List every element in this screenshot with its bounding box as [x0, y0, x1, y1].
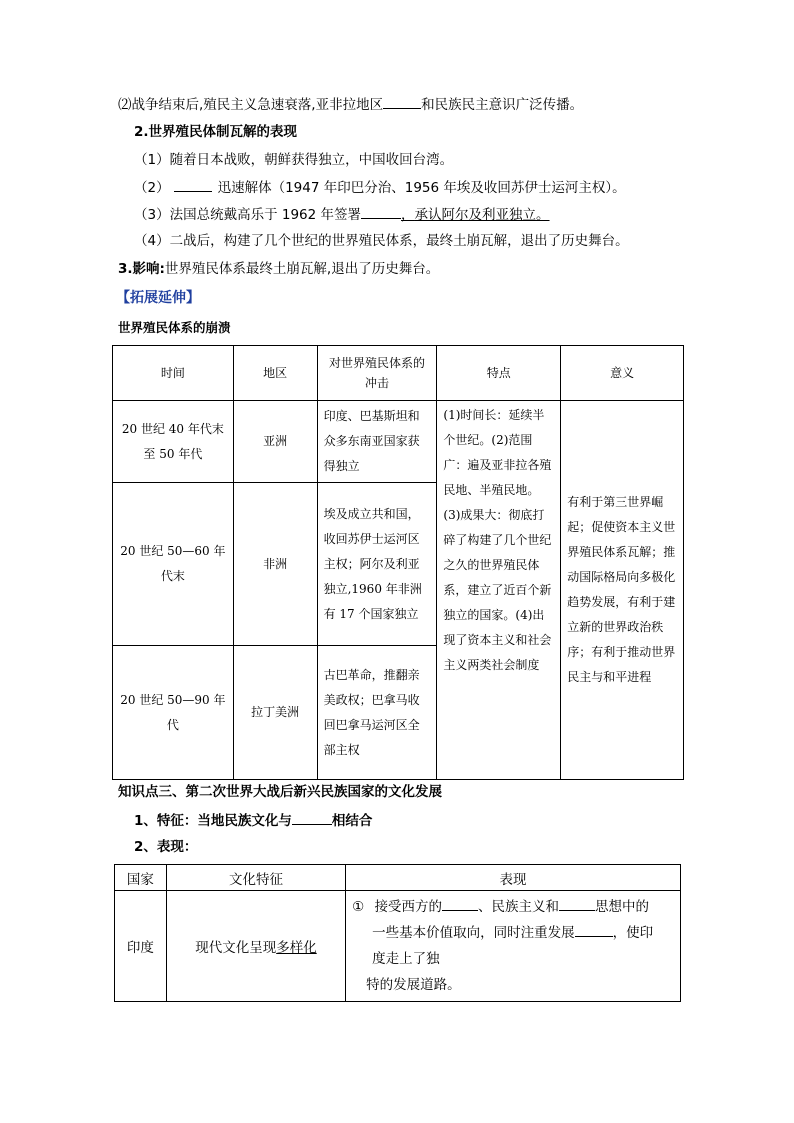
extension-heading: 【拓展延伸】 — [116, 290, 200, 306]
item-2: （2） 迅速解体（1947 年印巴分治、1956 年埃及收回苏伊士运河主权）。 — [134, 177, 626, 198]
cell-performance: ① 接受西方的 、民族主义和 思想中的 一些基本价值取向，同时注重发展 ，使印 度走上了独 特的发展道路。 — [346, 891, 681, 1002]
table-title: 世界殖民体系的崩溃 — [118, 320, 231, 335]
header-country: 国家 — [115, 865, 167, 891]
header-significance: 意义 — [561, 346, 684, 401]
cell-significance: 有利于第三世界崛起；促使资本主义世界殖民体系瓦解；推动国际格局向多极化趋势发展，有利于建立新的世界政治秩序；有利于推动世界民主与和平进程 — [561, 401, 684, 780]
cell-trait: 现代文化呈现多样化 — [166, 891, 345, 1002]
header-features: 特点 — [437, 346, 561, 401]
performance-label: 2、表现： — [134, 839, 198, 855]
cell-time: 20 世纪 50—90 年代 — [113, 646, 234, 780]
feature-line: 1、特征：当地民族文化与 相结合 — [134, 810, 372, 831]
cell-region: 非洲 — [233, 483, 317, 646]
header-time: 时间 — [113, 346, 234, 401]
fill-blank[interactable] — [383, 94, 421, 109]
item-4: （4）二战后，构建了几个世纪的世界殖民体系，最终土崩瓦解，退出了历史舞台。 — [134, 233, 629, 249]
para-war-end: ⑵战争结束后,殖民主义急速衰落,亚非拉地区 和民族民主意识广泛传播。 — [118, 94, 583, 115]
cell-time: 20 世纪 50—60 年代末 — [113, 483, 234, 646]
cell-impact: 埃及成立共和国，收回苏伊士运河区主权；阿尔及利亚独立,1960 年非洲有 17 个国家独立 — [317, 483, 437, 646]
item-3: （3）法国总统戴高乐于 1962 年签署 ，承认阿尔及利亚独立。 — [134, 204, 550, 225]
fill-blank[interactable] — [174, 177, 212, 192]
fill-blank[interactable] — [361, 204, 401, 219]
cell-impact: 印度、巴基斯坦和众多东南亚国家获得独立 — [317, 401, 437, 483]
header-trait: 文化特征 — [166, 865, 345, 891]
impact: 3.影响:世界殖民体系最终土崩瓦解,退出了历史舞台。 — [118, 261, 440, 277]
item-1: （1）随着日本战败，朝鲜获得独立，中国收回台湾。 — [134, 152, 454, 168]
section3-heading: 知识点三、第二次世界大战后新兴民族国家的文化发展 — [118, 784, 442, 800]
table-row — [115, 891, 681, 1002]
fill-blank[interactable] — [442, 896, 478, 911]
cell-time: 20 世纪 40 年代末至 50 年代 — [113, 401, 234, 483]
cell-country: 印度 — [115, 891, 167, 1002]
cell-region: 亚洲 — [233, 401, 317, 483]
fill-blank[interactable] — [559, 896, 595, 911]
colonial-collapse-table — [112, 345, 684, 780]
fill-blank[interactable] — [292, 810, 332, 825]
header-impact: 对世界殖民体系的冲击 — [317, 346, 437, 401]
culture-table — [114, 864, 681, 1002]
header-performance: 表现 — [346, 865, 681, 891]
cell-region: 拉丁美洲 — [233, 646, 317, 780]
fill-blank[interactable] — [575, 922, 613, 937]
cell-features: (1)时间长：延续半个世纪。(2)范围广：遍及亚非拉各殖民地、半殖民地。(3)成果大：彻底打碎了构建了几个世纪之久的世界殖民体系，建立了近百个新独立的国家。(4)出现了资本主义和社会主义两类社会制度 — [437, 401, 561, 780]
header-region: 地区 — [233, 346, 317, 401]
heading-collapse: 2.世界殖民体制瓦解的表现 — [134, 124, 298, 140]
table-row — [113, 401, 684, 483]
cell-impact: 古巴革命，推翻亲美政权；巴拿马收回巴拿马运河区全部主权 — [317, 646, 437, 780]
